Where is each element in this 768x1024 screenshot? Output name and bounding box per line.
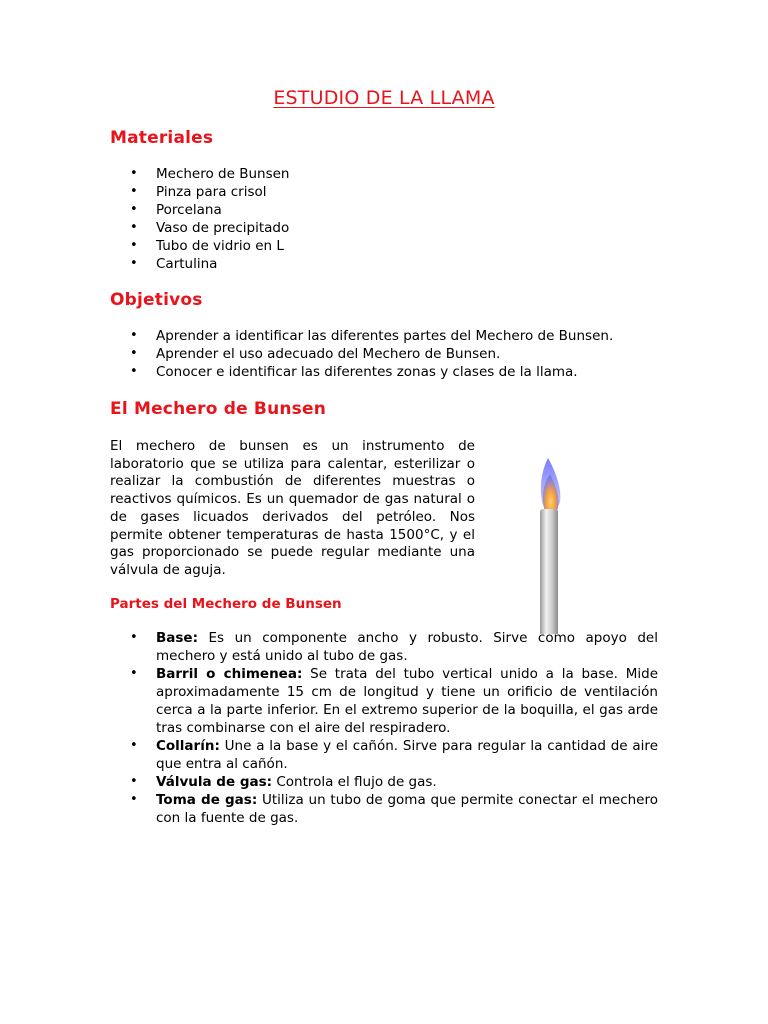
list-item: • Vaso de precipitado <box>130 220 290 236</box>
bullet-icon: • <box>130 791 138 807</box>
term-label: Collarín: <box>156 737 220 754</box>
bullet-icon: • <box>130 184 138 199</box>
document-page <box>110 86 658 827</box>
bullet-icon: • <box>130 346 138 361</box>
bullet-icon: • <box>130 166 138 181</box>
page-title: ESTUDIO DE LA LLAMA <box>273 87 495 109</box>
list-item: • Pinza para crisol <box>130 184 267 200</box>
list-item: • Válvula de gas: Controla el flujo de gas. <box>130 773 437 790</box>
list-item: • Aprender a identificar las diferentes partes del Mechero de Bunsen. <box>130 328 614 344</box>
materiales-list <box>110 165 658 273</box>
bullet-icon: • <box>130 328 138 343</box>
list-item: • Collarín: Une a la base y el cañón. Sirve para regular la cantidad de aire que entra al cañón. <box>130 737 658 772</box>
list-item: • Tubo de vidrio en L <box>130 238 284 254</box>
bullet-icon: • <box>130 238 138 253</box>
partes-heading: Partes del Mechero de Bunsen <box>110 595 342 612</box>
bullet-icon: • <box>130 665 138 681</box>
bullet-icon: • <box>130 629 138 645</box>
term-label: Toma de gas: <box>156 791 258 808</box>
term-label: Válvula de gas: <box>156 773 273 790</box>
bunsen-burner-icon <box>490 454 662 634</box>
bullet-icon: • <box>130 220 138 235</box>
bullet-icon: • <box>130 364 138 379</box>
list-item: • Barril o chimenea: Se trata del tubo vertical unido a la base. Mide aproximadamente 15 cm de longitud y tiene un orificio de ventilación cerca a la parte inferior. En el extremo superior de la boquilla, el gas arde tras combinarse con el aire del respiradero. <box>130 665 659 736</box>
materiales-heading: Materiales <box>110 128 214 148</box>
objetivos-heading: Objetivos <box>110 290 203 310</box>
bullet-icon: • <box>130 256 138 271</box>
bullet-icon: • <box>130 737 138 753</box>
list-item: • Toma de gas: Utiliza un tubo de goma que permite conectar el mechero con la fuente de gas. <box>130 791 658 826</box>
mechero-paragraph: El mechero de bunsen es un instrumento de laboratorio que se utiliza para calentar, esterilizar o realizar la combustión de diferentes muestras o reactivos químicos. Es un quemador de gas natural o de gases licuados derivados del petróleo. Nos permite obtener temperaturas de hasta 1500°C, y el gas proporcionado se puede regular mediante una válvula de aguja. <box>110 438 475 578</box>
bullet-icon: • <box>130 202 138 217</box>
mechero-heading: El Mechero de Bunsen <box>110 399 327 419</box>
term-label: Base: <box>156 629 198 646</box>
objetivos-list <box>110 327 658 381</box>
term-label: Barril o chimenea: <box>156 665 303 682</box>
list-item: • Aprender el uso adecuado del Mechero de Bunsen. <box>130 346 501 362</box>
list-item: • Cartulina <box>130 256 218 272</box>
list-item: • Mechero de Bunsen <box>130 166 290 182</box>
list-item: • Porcelana <box>130 202 222 218</box>
list-item: • Base: Es un componente ancho y robusto. Sirve como apoyo del mechero y está unido al tubo de gas. <box>130 629 658 664</box>
partes-list <box>110 629 658 827</box>
list-item: • Conocer e identificar las diferentes zonas y clases de la llama. <box>130 364 578 380</box>
bullet-icon: • <box>130 773 138 789</box>
